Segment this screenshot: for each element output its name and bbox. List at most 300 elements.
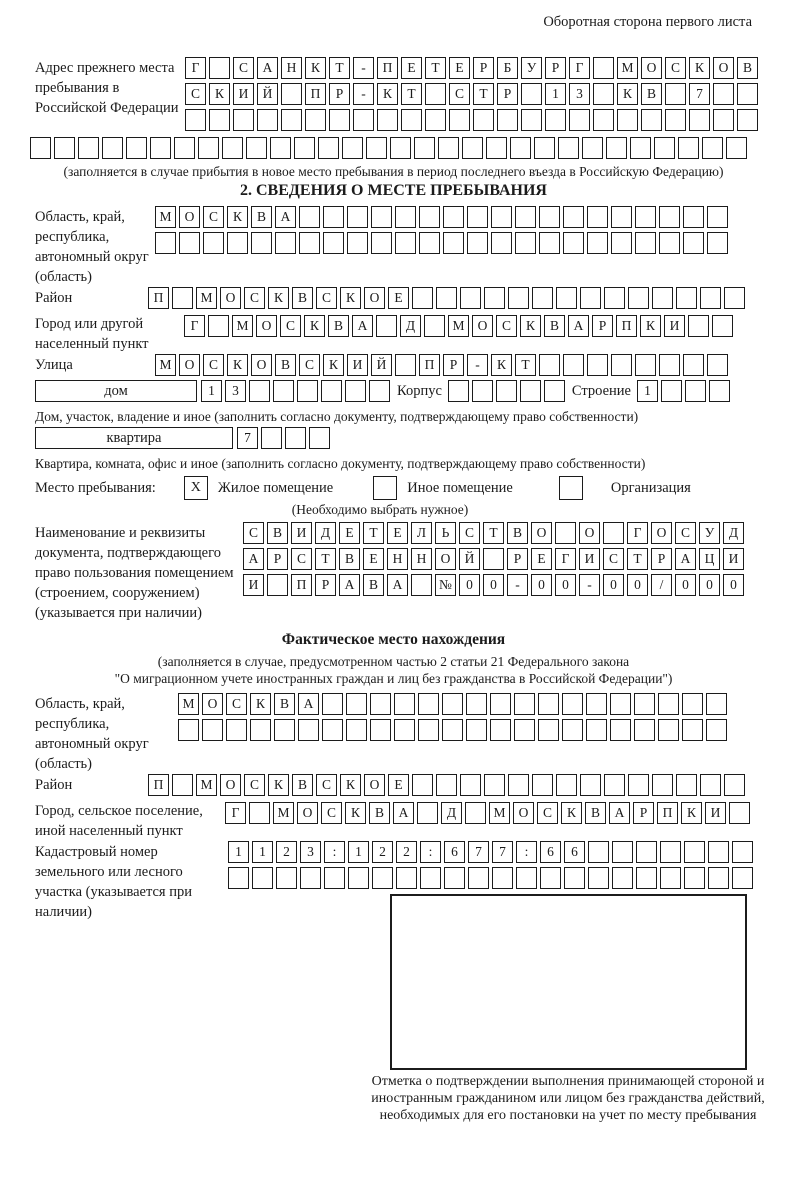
char-cell[interactable]	[323, 206, 344, 228]
char-cell[interactable]	[412, 287, 433, 309]
char-cell[interactable]	[420, 867, 441, 889]
char-cell[interactable]	[372, 867, 393, 889]
char-cell[interactable]	[299, 232, 320, 254]
char-cell[interactable]	[558, 137, 579, 159]
char-cell[interactable]	[442, 693, 463, 715]
char-cell[interactable]	[532, 287, 553, 309]
char-cell[interactable]: К	[268, 774, 289, 796]
char-cell[interactable]	[54, 137, 75, 159]
char-cell[interactable]	[635, 232, 656, 254]
char-cell[interactable]	[348, 867, 369, 889]
char-cell[interactable]: К	[561, 802, 582, 824]
char-cell[interactable]: -	[353, 57, 374, 79]
char-cell[interactable]: В	[641, 83, 662, 105]
char-cell[interactable]: К	[681, 802, 702, 824]
char-cell[interactable]	[569, 109, 590, 131]
char-cell[interactable]	[658, 719, 679, 741]
char-cell[interactable]	[305, 109, 326, 131]
char-cell[interactable]: Р	[651, 548, 672, 570]
char-cell[interactable]: О	[364, 287, 385, 309]
char-cell[interactable]	[688, 315, 709, 337]
char-cell[interactable]	[556, 287, 577, 309]
char-cell[interactable]: В	[507, 522, 528, 544]
char-cell[interactable]	[593, 57, 614, 79]
char-cell[interactable]	[707, 206, 728, 228]
char-cell[interactable]: Р	[497, 83, 518, 105]
char-cell[interactable]: О	[641, 57, 662, 79]
char-cell[interactable]	[635, 206, 656, 228]
char-cell[interactable]	[322, 693, 343, 715]
char-cell[interactable]: Р	[633, 802, 654, 824]
char-cell[interactable]: Г	[225, 802, 246, 824]
char-cell[interactable]: П	[616, 315, 637, 337]
char-cell[interactable]	[604, 774, 625, 796]
char-cell[interactable]: 0	[555, 574, 576, 596]
char-cell[interactable]	[610, 719, 631, 741]
char-cell[interactable]	[370, 719, 391, 741]
char-cell[interactable]: О	[364, 774, 385, 796]
char-cell[interactable]	[514, 719, 535, 741]
char-cell[interactable]	[323, 232, 344, 254]
char-cell[interactable]	[249, 802, 270, 824]
char-cell[interactable]	[342, 137, 363, 159]
char-cell[interactable]: 7	[468, 841, 489, 863]
char-cell[interactable]	[628, 287, 649, 309]
char-cell[interactable]: А	[568, 315, 589, 337]
char-cell[interactable]	[617, 109, 638, 131]
char-cell[interactable]	[538, 719, 559, 741]
char-cell[interactable]	[729, 802, 750, 824]
char-cell[interactable]	[539, 206, 560, 228]
char-cell[interactable]	[707, 232, 728, 254]
char-cell[interactable]	[412, 774, 433, 796]
char-cell[interactable]: С	[496, 315, 517, 337]
char-cell[interactable]: С	[321, 802, 342, 824]
char-cell[interactable]: А	[257, 57, 278, 79]
char-cell[interactable]	[436, 774, 457, 796]
char-cell[interactable]: К	[305, 57, 326, 79]
char-cell[interactable]: К	[227, 354, 248, 376]
char-cell[interactable]	[545, 109, 566, 131]
char-cell[interactable]	[250, 719, 271, 741]
char-cell[interactable]: 7	[492, 841, 513, 863]
char-cell[interactable]	[226, 719, 247, 741]
char-cell[interactable]: Ь	[435, 522, 456, 544]
char-cell[interactable]: С	[226, 693, 247, 715]
char-cell[interactable]: Г	[184, 315, 205, 337]
char-cell[interactable]: Р	[315, 574, 336, 596]
char-cell[interactable]: С	[244, 287, 265, 309]
char-cell[interactable]	[562, 719, 583, 741]
char-cell[interactable]: С	[537, 802, 558, 824]
char-cell[interactable]: 6	[540, 841, 561, 863]
char-cell[interactable]: В	[275, 354, 296, 376]
char-cell[interactable]: А	[352, 315, 373, 337]
char-cell[interactable]: С	[203, 206, 224, 228]
char-cell[interactable]	[346, 693, 367, 715]
char-cell[interactable]	[490, 719, 511, 741]
char-cell[interactable]: Д	[400, 315, 421, 337]
char-cell[interactable]	[661, 380, 682, 402]
char-cell[interactable]	[418, 719, 439, 741]
char-cell[interactable]	[370, 693, 391, 715]
char-cell[interactable]: И	[664, 315, 685, 337]
char-cell[interactable]: 1	[201, 380, 222, 402]
char-cell[interactable]	[30, 137, 51, 159]
char-cell[interactable]	[556, 774, 577, 796]
char-cell[interactable]: 0	[483, 574, 504, 596]
char-cell[interactable]	[580, 774, 601, 796]
char-cell[interactable]	[682, 719, 703, 741]
char-cell[interactable]: А	[387, 574, 408, 596]
char-cell[interactable]: С	[280, 315, 301, 337]
char-cell[interactable]: Т	[473, 83, 494, 105]
char-cell[interactable]: А	[243, 548, 264, 570]
char-cell[interactable]: Т	[315, 548, 336, 570]
char-cell[interactable]	[582, 137, 603, 159]
char-cell[interactable]	[683, 206, 704, 228]
char-cell[interactable]	[294, 137, 315, 159]
char-cell[interactable]: 1	[348, 841, 369, 863]
char-cell[interactable]: О	[651, 522, 672, 544]
char-cell[interactable]	[208, 315, 229, 337]
char-cell[interactable]: У	[699, 522, 720, 544]
char-cell[interactable]: В	[737, 57, 758, 79]
char-cell[interactable]	[606, 137, 627, 159]
char-cell[interactable]	[713, 83, 734, 105]
char-cell[interactable]	[510, 137, 531, 159]
char-cell[interactable]: Ц	[699, 548, 720, 570]
char-cell[interactable]	[174, 137, 195, 159]
char-cell[interactable]	[371, 206, 392, 228]
char-cell[interactable]: Р	[592, 315, 613, 337]
char-cell[interactable]: И	[579, 548, 600, 570]
char-cell[interactable]	[324, 867, 345, 889]
char-cell[interactable]	[411, 574, 432, 596]
char-cell[interactable]: 6	[564, 841, 585, 863]
char-cell[interactable]	[261, 427, 282, 449]
char-cell[interactable]: С	[299, 354, 320, 376]
char-cell[interactable]: Е	[339, 522, 360, 544]
char-cell[interactable]: О	[179, 354, 200, 376]
char-cell[interactable]	[468, 867, 489, 889]
char-cell[interactable]: М	[273, 802, 294, 824]
char-cell[interactable]	[299, 206, 320, 228]
char-cell[interactable]: -	[467, 354, 488, 376]
char-cell[interactable]: Г	[185, 57, 206, 79]
char-cell[interactable]: С	[316, 287, 337, 309]
char-cell[interactable]: Е	[401, 57, 422, 79]
char-cell[interactable]	[700, 774, 721, 796]
char-cell[interactable]: -	[579, 574, 600, 596]
char-cell[interactable]	[347, 232, 368, 254]
char-cell[interactable]	[514, 693, 535, 715]
char-cell[interactable]	[665, 83, 686, 105]
char-cell[interactable]: О	[220, 774, 241, 796]
char-cell[interactable]	[683, 232, 704, 254]
char-cell[interactable]	[172, 287, 193, 309]
char-cell[interactable]	[353, 109, 374, 131]
char-cell[interactable]: К	[323, 354, 344, 376]
char-cell[interactable]: -	[507, 574, 528, 596]
char-cell[interactable]	[425, 109, 446, 131]
char-cell[interactable]	[347, 206, 368, 228]
char-cell[interactable]	[708, 867, 729, 889]
char-cell[interactable]	[636, 841, 657, 863]
char-cell[interactable]: И	[347, 354, 368, 376]
char-cell[interactable]: Г	[569, 57, 590, 79]
char-cell[interactable]	[443, 232, 464, 254]
char-cell[interactable]: О	[256, 315, 277, 337]
char-cell[interactable]: Т	[425, 57, 446, 79]
char-cell[interactable]	[563, 354, 584, 376]
char-cell[interactable]: 0	[699, 574, 720, 596]
char-cell[interactable]	[275, 232, 296, 254]
char-cell[interactable]	[414, 137, 435, 159]
char-cell[interactable]	[274, 719, 295, 741]
char-cell[interactable]	[520, 380, 541, 402]
char-cell[interactable]	[281, 109, 302, 131]
char-cell[interactable]	[660, 867, 681, 889]
char-cell[interactable]	[390, 137, 411, 159]
char-cell[interactable]	[401, 109, 422, 131]
char-cell[interactable]	[634, 719, 655, 741]
char-cell[interactable]	[508, 774, 529, 796]
char-cell[interactable]	[126, 137, 147, 159]
char-cell[interactable]: К	[345, 802, 366, 824]
char-cell[interactable]	[610, 693, 631, 715]
char-cell[interactable]: М	[448, 315, 469, 337]
char-cell[interactable]: 0	[531, 574, 552, 596]
char-cell[interactable]	[425, 83, 446, 105]
char-cell[interactable]: С	[291, 548, 312, 570]
char-cell[interactable]	[369, 380, 390, 402]
char-cell[interactable]	[198, 137, 219, 159]
char-cell[interactable]	[209, 57, 230, 79]
char-cell[interactable]	[483, 548, 504, 570]
char-cell[interactable]: 3	[225, 380, 246, 402]
char-cell[interactable]	[444, 867, 465, 889]
char-cell[interactable]: М	[196, 774, 217, 796]
char-cell[interactable]: С	[203, 354, 224, 376]
char-cell[interactable]	[309, 427, 330, 449]
char-cell[interactable]: 7	[689, 83, 710, 105]
char-cell[interactable]: Н	[411, 548, 432, 570]
char-cell[interactable]: К	[268, 287, 289, 309]
char-cell[interactable]	[515, 206, 536, 228]
char-cell[interactable]	[630, 137, 651, 159]
char-cell[interactable]	[702, 137, 723, 159]
char-cell[interactable]	[185, 109, 206, 131]
char-cell[interactable]	[257, 109, 278, 131]
char-cell[interactable]: К	[227, 206, 248, 228]
char-cell[interactable]: 3	[300, 841, 321, 863]
char-cell[interactable]: М	[232, 315, 253, 337]
char-cell[interactable]	[611, 232, 632, 254]
char-cell[interactable]	[659, 232, 680, 254]
char-cell[interactable]: В	[328, 315, 349, 337]
char-cell[interactable]: А	[298, 693, 319, 715]
char-cell[interactable]	[462, 137, 483, 159]
char-cell[interactable]: В	[369, 802, 390, 824]
char-cell[interactable]: :	[420, 841, 441, 863]
char-cell[interactable]: В	[339, 548, 360, 570]
char-cell[interactable]: 0	[459, 574, 480, 596]
char-cell[interactable]	[472, 380, 493, 402]
char-cell[interactable]	[732, 841, 753, 863]
char-cell[interactable]	[532, 774, 553, 796]
char-cell[interactable]	[419, 206, 440, 228]
char-cell[interactable]	[395, 206, 416, 228]
char-cell[interactable]: 7	[237, 427, 258, 449]
char-cell[interactable]	[612, 841, 633, 863]
char-cell[interactable]	[712, 315, 733, 337]
char-cell[interactable]: П	[148, 287, 169, 309]
char-cell[interactable]	[737, 83, 758, 105]
char-cell[interactable]: С	[185, 83, 206, 105]
char-cell[interactable]: В	[267, 522, 288, 544]
char-cell[interactable]	[634, 693, 655, 715]
char-cell[interactable]	[660, 841, 681, 863]
char-cell[interactable]	[449, 109, 470, 131]
char-cell[interactable]: В	[251, 206, 272, 228]
char-cell[interactable]: Й	[459, 548, 480, 570]
char-cell[interactable]: 2	[276, 841, 297, 863]
char-cell[interactable]	[491, 206, 512, 228]
char-cell[interactable]	[604, 287, 625, 309]
char-cell[interactable]: М	[196, 287, 217, 309]
char-cell[interactable]	[178, 719, 199, 741]
char-cell[interactable]	[724, 774, 745, 796]
char-cell[interactable]: П	[305, 83, 326, 105]
char-cell[interactable]	[636, 867, 657, 889]
char-cell[interactable]	[267, 574, 288, 596]
char-cell[interactable]: 1	[228, 841, 249, 863]
char-cell[interactable]: -	[353, 83, 374, 105]
char-cell[interactable]	[588, 841, 609, 863]
char-cell[interactable]: П	[377, 57, 398, 79]
char-cell[interactable]	[540, 867, 561, 889]
char-cell[interactable]	[652, 287, 673, 309]
char-cell[interactable]: 3	[569, 83, 590, 105]
char-cell[interactable]	[467, 232, 488, 254]
char-cell[interactable]	[249, 380, 270, 402]
char-cell[interactable]: О	[435, 548, 456, 570]
char-cell[interactable]: И	[243, 574, 264, 596]
char-cell[interactable]: А	[275, 206, 296, 228]
char-cell[interactable]: В	[292, 774, 313, 796]
char-cell[interactable]: Р	[443, 354, 464, 376]
char-cell[interactable]: Е	[388, 774, 409, 796]
char-cell[interactable]: С	[459, 522, 480, 544]
char-cell[interactable]: А	[339, 574, 360, 596]
char-cell[interactable]	[490, 693, 511, 715]
char-cell[interactable]	[251, 232, 272, 254]
char-cell[interactable]: О	[713, 57, 734, 79]
char-cell[interactable]	[676, 287, 697, 309]
char-cell[interactable]: Д	[723, 522, 744, 544]
char-cell[interactable]	[322, 719, 343, 741]
char-cell[interactable]	[155, 232, 176, 254]
char-cell[interactable]: Б	[497, 57, 518, 79]
char-cell[interactable]	[321, 380, 342, 402]
char-cell[interactable]: Т	[363, 522, 384, 544]
char-cell[interactable]: Т	[483, 522, 504, 544]
char-cell[interactable]	[467, 206, 488, 228]
char-cell[interactable]: Д	[441, 802, 462, 824]
char-cell[interactable]	[684, 867, 705, 889]
char-cell[interactable]: Г	[555, 548, 576, 570]
char-cell[interactable]: Т	[627, 548, 648, 570]
char-cell[interactable]	[659, 354, 680, 376]
char-cell[interactable]: М	[155, 206, 176, 228]
char-cell[interactable]	[297, 380, 318, 402]
char-cell[interactable]: Р	[267, 548, 288, 570]
char-cell[interactable]: А	[609, 802, 630, 824]
char-cell[interactable]: И	[705, 802, 726, 824]
char-cell[interactable]	[659, 206, 680, 228]
char-cell[interactable]	[562, 693, 583, 715]
char-cell[interactable]: К	[209, 83, 230, 105]
char-cell[interactable]: И	[233, 83, 254, 105]
char-cell[interactable]	[473, 109, 494, 131]
char-cell[interactable]	[665, 109, 686, 131]
char-cell[interactable]	[233, 109, 254, 131]
char-cell[interactable]	[396, 867, 417, 889]
char-cell[interactable]	[658, 693, 679, 715]
char-cell[interactable]: О	[251, 354, 272, 376]
char-cell[interactable]: Р	[473, 57, 494, 79]
char-cell[interactable]: О	[513, 802, 534, 824]
char-cell[interactable]	[281, 83, 302, 105]
char-cell[interactable]: М	[155, 354, 176, 376]
char-cell[interactable]: Е	[363, 548, 384, 570]
char-cell[interactable]	[492, 867, 513, 889]
char-cell[interactable]	[682, 693, 703, 715]
char-cell[interactable]	[587, 232, 608, 254]
char-cell[interactable]	[580, 287, 601, 309]
char-cell[interactable]: С	[233, 57, 254, 79]
char-cell[interactable]	[438, 137, 459, 159]
char-cell[interactable]: С	[243, 522, 264, 544]
char-cell[interactable]	[652, 774, 673, 796]
char-cell[interactable]: О	[220, 287, 241, 309]
char-cell[interactable]: В	[363, 574, 384, 596]
char-cell[interactable]	[460, 774, 481, 796]
char-cell[interactable]	[376, 315, 397, 337]
char-cell[interactable]: К	[340, 774, 361, 796]
char-cell[interactable]: О	[579, 522, 600, 544]
char-cell[interactable]	[270, 137, 291, 159]
char-cell[interactable]: С	[603, 548, 624, 570]
char-cell[interactable]	[635, 354, 656, 376]
char-cell[interactable]: С	[665, 57, 686, 79]
char-cell[interactable]: В	[292, 287, 313, 309]
char-cell[interactable]: К	[250, 693, 271, 715]
char-cell[interactable]: 1	[545, 83, 566, 105]
char-cell[interactable]	[466, 693, 487, 715]
char-cell[interactable]	[654, 137, 675, 159]
char-cell[interactable]	[318, 137, 339, 159]
char-cell[interactable]	[587, 354, 608, 376]
char-cell[interactable]	[706, 693, 727, 715]
char-cell[interactable]: М	[489, 802, 510, 824]
char-cell[interactable]: К	[689, 57, 710, 79]
char-cell[interactable]	[102, 137, 123, 159]
char-cell[interactable]	[603, 522, 624, 544]
char-cell[interactable]	[676, 774, 697, 796]
char-cell[interactable]	[496, 380, 517, 402]
